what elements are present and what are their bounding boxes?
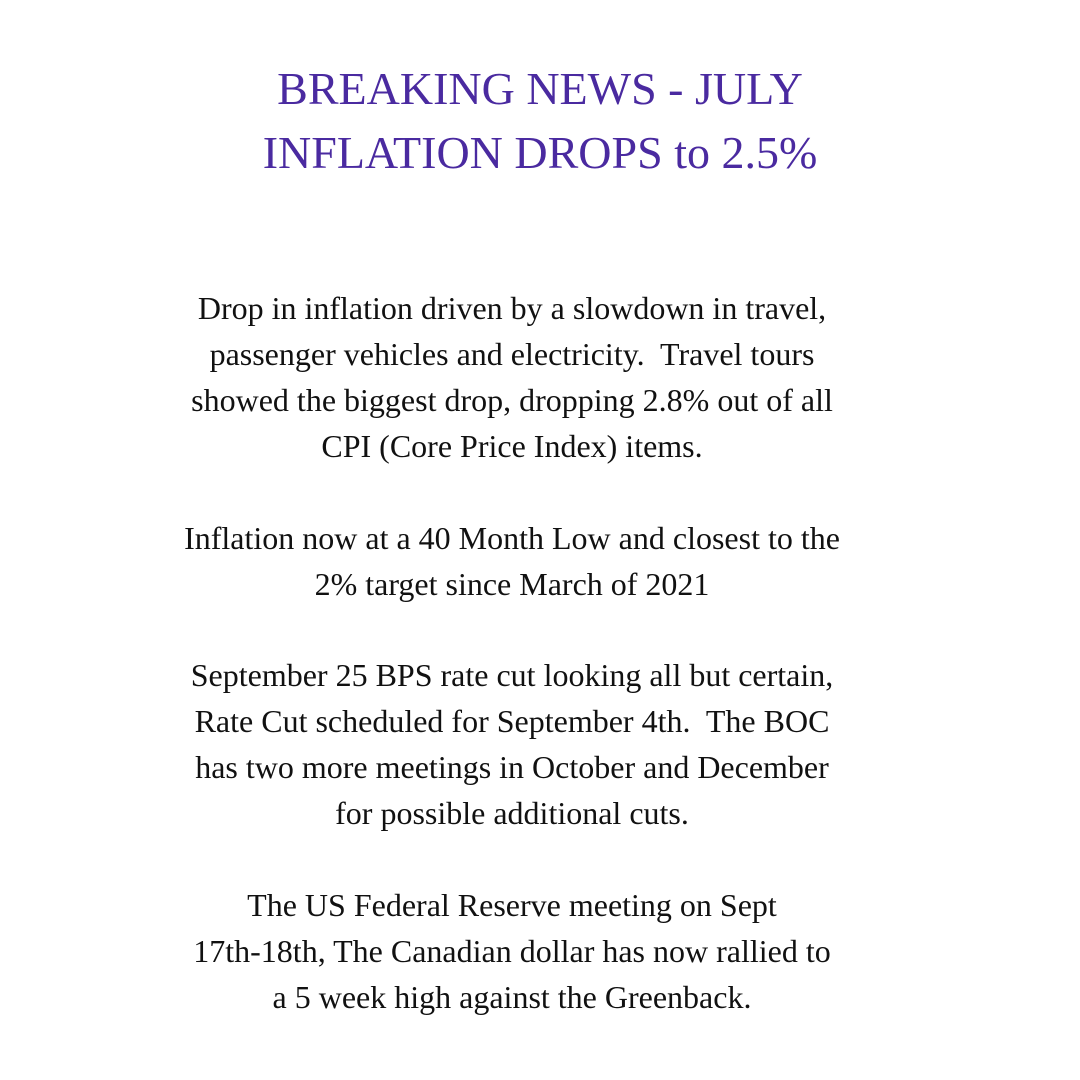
paragraph-40-month-low [0, 515, 1024, 607]
headline [0, 57, 1080, 185]
paragraph-line: showed the biggest drop, dropping 2.8% out of all [191, 382, 833, 418]
headline-line-2: INFLATION DROPS to 2.5% [262, 127, 818, 178]
paragraph-line: for possible additional cuts. [335, 795, 689, 831]
paragraph-line: Inflation now at a 40 Month Low and closest to the [184, 520, 840, 556]
headline-line-1: BREAKING NEWS - JULY [277, 63, 803, 114]
paragraph-line: passenger vehicles and electricity. Travel tours [209, 336, 815, 372]
paragraph-line: has two more meetings in October and December [195, 749, 829, 785]
paragraph-rate-cut [0, 652, 1024, 836]
paragraph-line: September 25 BPS rate cut looking all but certain, [190, 657, 834, 693]
paragraph-line: The US Federal Reserve meeting on Sept [247, 887, 777, 923]
paragraph-line: Drop in inflation driven by a slowdown in travel, [197, 290, 827, 326]
paragraph-inflation-drivers [0, 285, 1024, 469]
paragraph-federal-reserve [0, 882, 1024, 1020]
paragraph-line: a 5 week high against the Greenback. [272, 979, 752, 1015]
paragraph-line: CPI (Core Price Index) items. [321, 428, 703, 464]
paragraph-line: Rate Cut scheduled for September 4th. The BOC [194, 703, 830, 739]
paragraph-line: 2% target since March of 2021 [314, 566, 710, 602]
paragraph-line: 17th-18th, The Canadian dollar has now rallied to [193, 933, 831, 969]
